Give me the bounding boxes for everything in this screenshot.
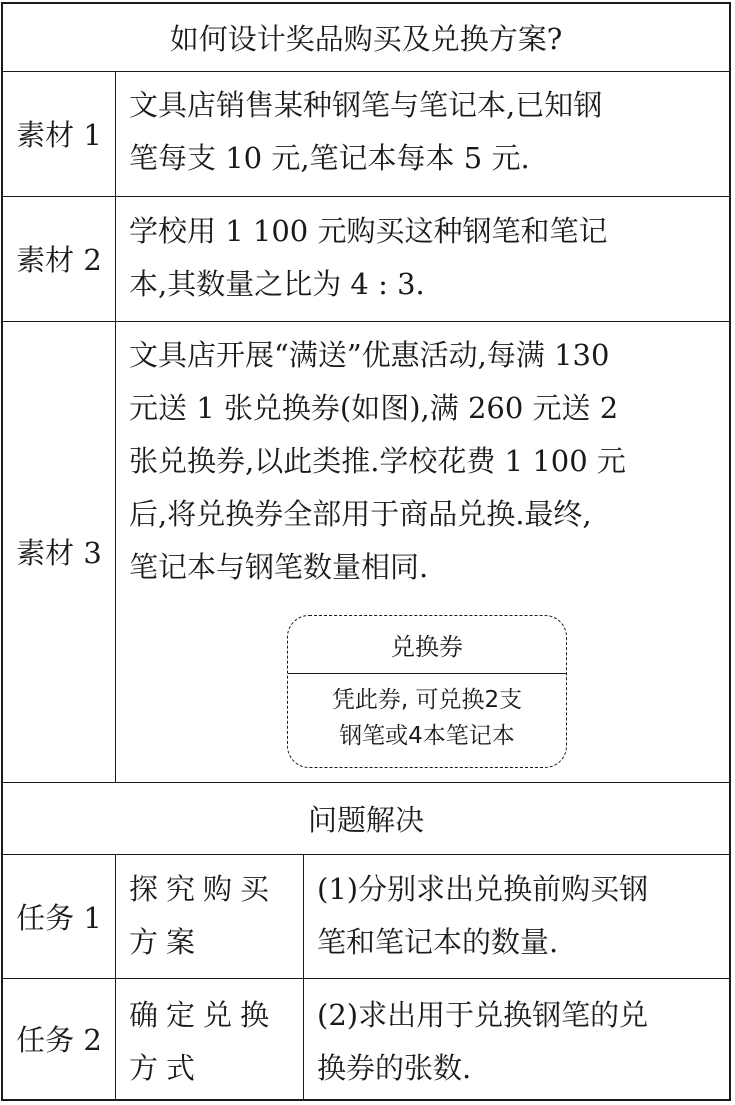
- material-label: 素材 3: [16, 536, 102, 570]
- coupon-line: 钢笔或4本笔记本: [339, 723, 515, 749]
- material-text: [115, 79, 729, 185]
- text-line: (1)分别求出兑换前购买钢: [317, 872, 649, 906]
- section-title: 问题解决: [307, 802, 424, 837]
- material-label: 素材 2: [16, 243, 102, 277]
- text-line: 探究购买: [129, 872, 278, 906]
- text-line: 方式: [129, 1051, 204, 1085]
- text-line: 元送 1 张兑换券(如图),满 260 元送 2: [129, 391, 619, 425]
- material-text: [115, 205, 729, 311]
- coupon-divider: [288, 673, 566, 674]
- coupon-line: 凭此券, 可兑换2支: [331, 687, 523, 713]
- task-question: [303, 863, 729, 969]
- problem-table: [1, 2, 731, 1101]
- text-line: 文具店销售某种钢笔与笔记本,已知钢: [129, 88, 603, 122]
- text-line: (2)求出用于兑换钢笔的兑: [317, 998, 649, 1032]
- text-line: 本,其数量之比为 4 : 3.: [129, 267, 425, 301]
- text-line: 文具店开展“满送”优惠活动,每满 130: [129, 338, 610, 372]
- task-label: 任务 2: [16, 1023, 102, 1057]
- material-label: 素材 1: [16, 118, 102, 152]
- text-line: 后,将兑换券全部用于商品兑换.最终,: [129, 497, 592, 531]
- text-line: 张兑换券,以此类推.学校花费 1 100 元: [129, 444, 626, 478]
- text-line: 换券的张数.: [317, 1051, 472, 1085]
- coupon-body: [288, 682, 566, 754]
- task-name: [115, 863, 303, 969]
- text-line: 方案: [129, 925, 204, 959]
- text-line: 确定兑换: [129, 998, 278, 1032]
- text-line: 学校用 1 100 元购买这种钢笔和笔记: [129, 214, 608, 248]
- coupon-title: 兑换券: [391, 633, 463, 661]
- text-line: 笔记本与钢笔数量相同.: [129, 550, 429, 584]
- table-title: 如何设计奖品购买及兑换方案?: [169, 22, 563, 56]
- task-label: 任务 1: [16, 900, 102, 935]
- task-question: [303, 989, 729, 1095]
- task-name: [115, 989, 303, 1095]
- material-text: [115, 329, 729, 594]
- text-line: 笔和笔记本的数量.: [317, 925, 559, 959]
- coupon-illustration: [287, 615, 567, 768]
- text-line: 笔每支 10 元,笔记本每本 5 元.: [129, 141, 530, 175]
